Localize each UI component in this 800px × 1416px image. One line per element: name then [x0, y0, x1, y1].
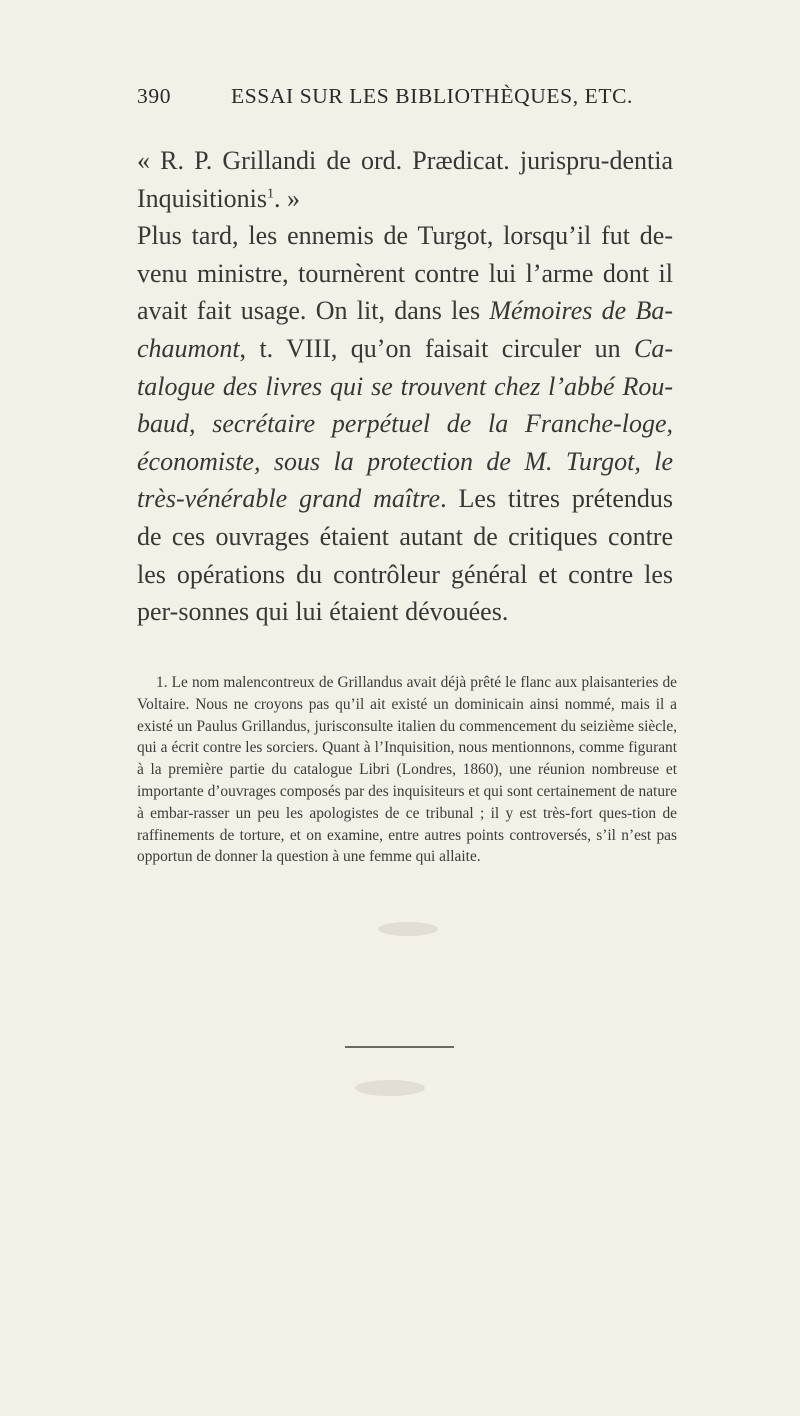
paper-stain: [378, 922, 438, 936]
turgot-text-part-3: . Les titres prétendus de ces ouvrages étaient autant de critiques contre les opérations du contrôleur général et contre les per-sonnes qui lui étaient dévouées.: [137, 484, 673, 627]
footnote-1: 1. Le nom malencontreux de Grillandus avait déjà prêté le flanc aux plaisanteries de Voltaire. Nous ne croyons pas qu’il ait existé un dominicain ainsi nommé, mais il a existé un Paulus Grillandus, jurisconsulte italien du commencement du seizième siècle, qui a écrit contre les sorciers. Quant à l’Inquisition, nous mentionnons, comme figurant à la première partie du catalogue Libri (Londres, 1860), une réunion nombreuse et importante d’ouvrages composés par des inquisiteurs et qui sont certainement de nature à embar-rasser un peu les apologistes de ce tribunal ; il y est très-fort ques-tion de raffinements de torture, et on examine, entre autres points controversés, s’il n’est pas opportun de donner la question à une femme qui allaite.: [137, 674, 677, 866]
paper-stain: [355, 1080, 425, 1096]
turgot-paragraph: [137, 217, 673, 631]
main-text: [137, 142, 673, 631]
footnote-marker: 1: [267, 185, 275, 201]
footnotes: [137, 672, 677, 868]
quoted-title-close: . »: [274, 183, 301, 213]
end-rule: [345, 1046, 454, 1048]
turgot-text-part-2: , t. VIII, qu’on faisait circuler un: [239, 333, 634, 363]
memoires-title: Mémoires de Ba-chaumont: [137, 296, 673, 363]
running-title: ESSAI SUR LES BIBLIOTHÈQUES, ETC.: [231, 84, 634, 108]
catalogue-title: Ca-talogue des livres qui se trouvent chez l’abbé Rou-baud, secrétaire perpétuel de la Franche-loge, économiste, sous la protection de M. Turgot, le très-vénérable grand maître: [137, 333, 673, 514]
quoted-title-text: « R. P. Grillandi de ord. Prædicat. jurispru-dentia Inquisitionis: [137, 146, 673, 213]
turgot-text-part-1: Plus tard, les ennemis de Turgot, lorsqu’il fut de-venu ministre, tournèrent contre lui l’arme dont il avait fait usage. On lit, dans les: [137, 221, 673, 326]
page-number: 390: [137, 84, 172, 108]
quoted-title-paragraph: [137, 142, 673, 217]
